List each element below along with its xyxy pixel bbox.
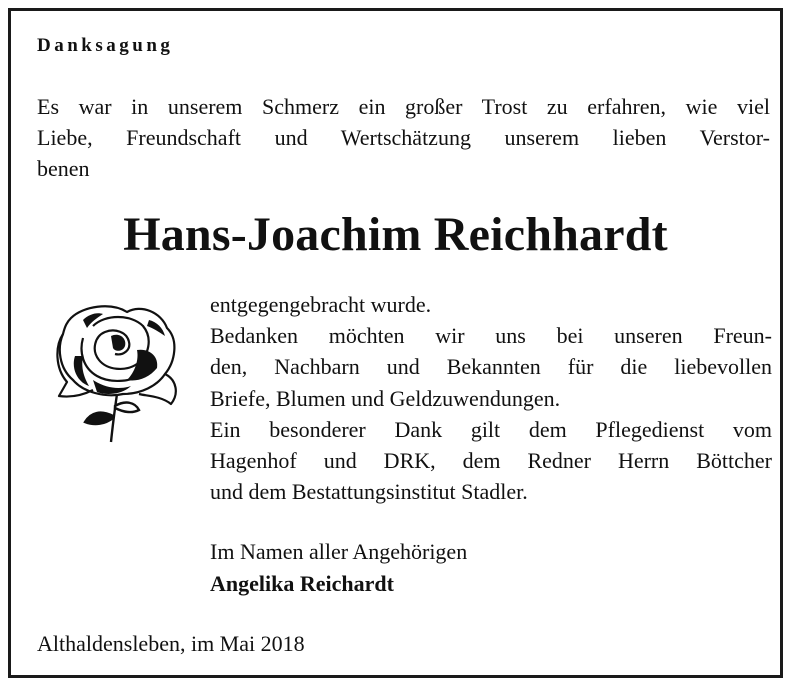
intro-line: Es war in unserem Schmerz ein großer Trost zu erfahren, wie viel: [37, 94, 770, 119]
intro-line: benen: [37, 156, 90, 181]
signature-block: [210, 536, 770, 600]
body-line: und dem Bestattungsinstitut Stadler.: [210, 479, 528, 505]
body-line: Briefe, Blumen und Geldzuwendungen.: [210, 385, 561, 411]
obituary-notice-frame: [8, 8, 783, 678]
body-line: Bedanken möchten wir uns bei unseren Freun-: [210, 323, 772, 349]
body-line: den, Nachbarn und Bekannten für die liebevollen: [210, 354, 772, 380]
signatory-name: Angelika Reichardt: [210, 571, 394, 596]
rose-icon: [53, 298, 181, 448]
notice-heading: Danksagung: [37, 35, 174, 56]
body-line: Ein besonderer Dank gilt dem Pflegedienst vom: [210, 416, 772, 442]
intro-line: Liebe, Freundschaft und Wertschätzung unserem lieben Verstor-: [37, 125, 770, 150]
body-line: entgegengebracht wurde.: [210, 292, 432, 317]
thanks-paragraph: [210, 289, 772, 507]
intro-paragraph: [37, 91, 770, 184]
closing-line: Im Namen aller Angehörigen: [210, 539, 468, 564]
deceased-name: Hans-Joachim Reichhardt: [123, 208, 668, 261]
body-line: Hagenhof und DRK, dem Redner Herrn Böttcher: [210, 448, 772, 474]
place-date: Althaldensleben, im Mai 2018: [37, 631, 305, 656]
